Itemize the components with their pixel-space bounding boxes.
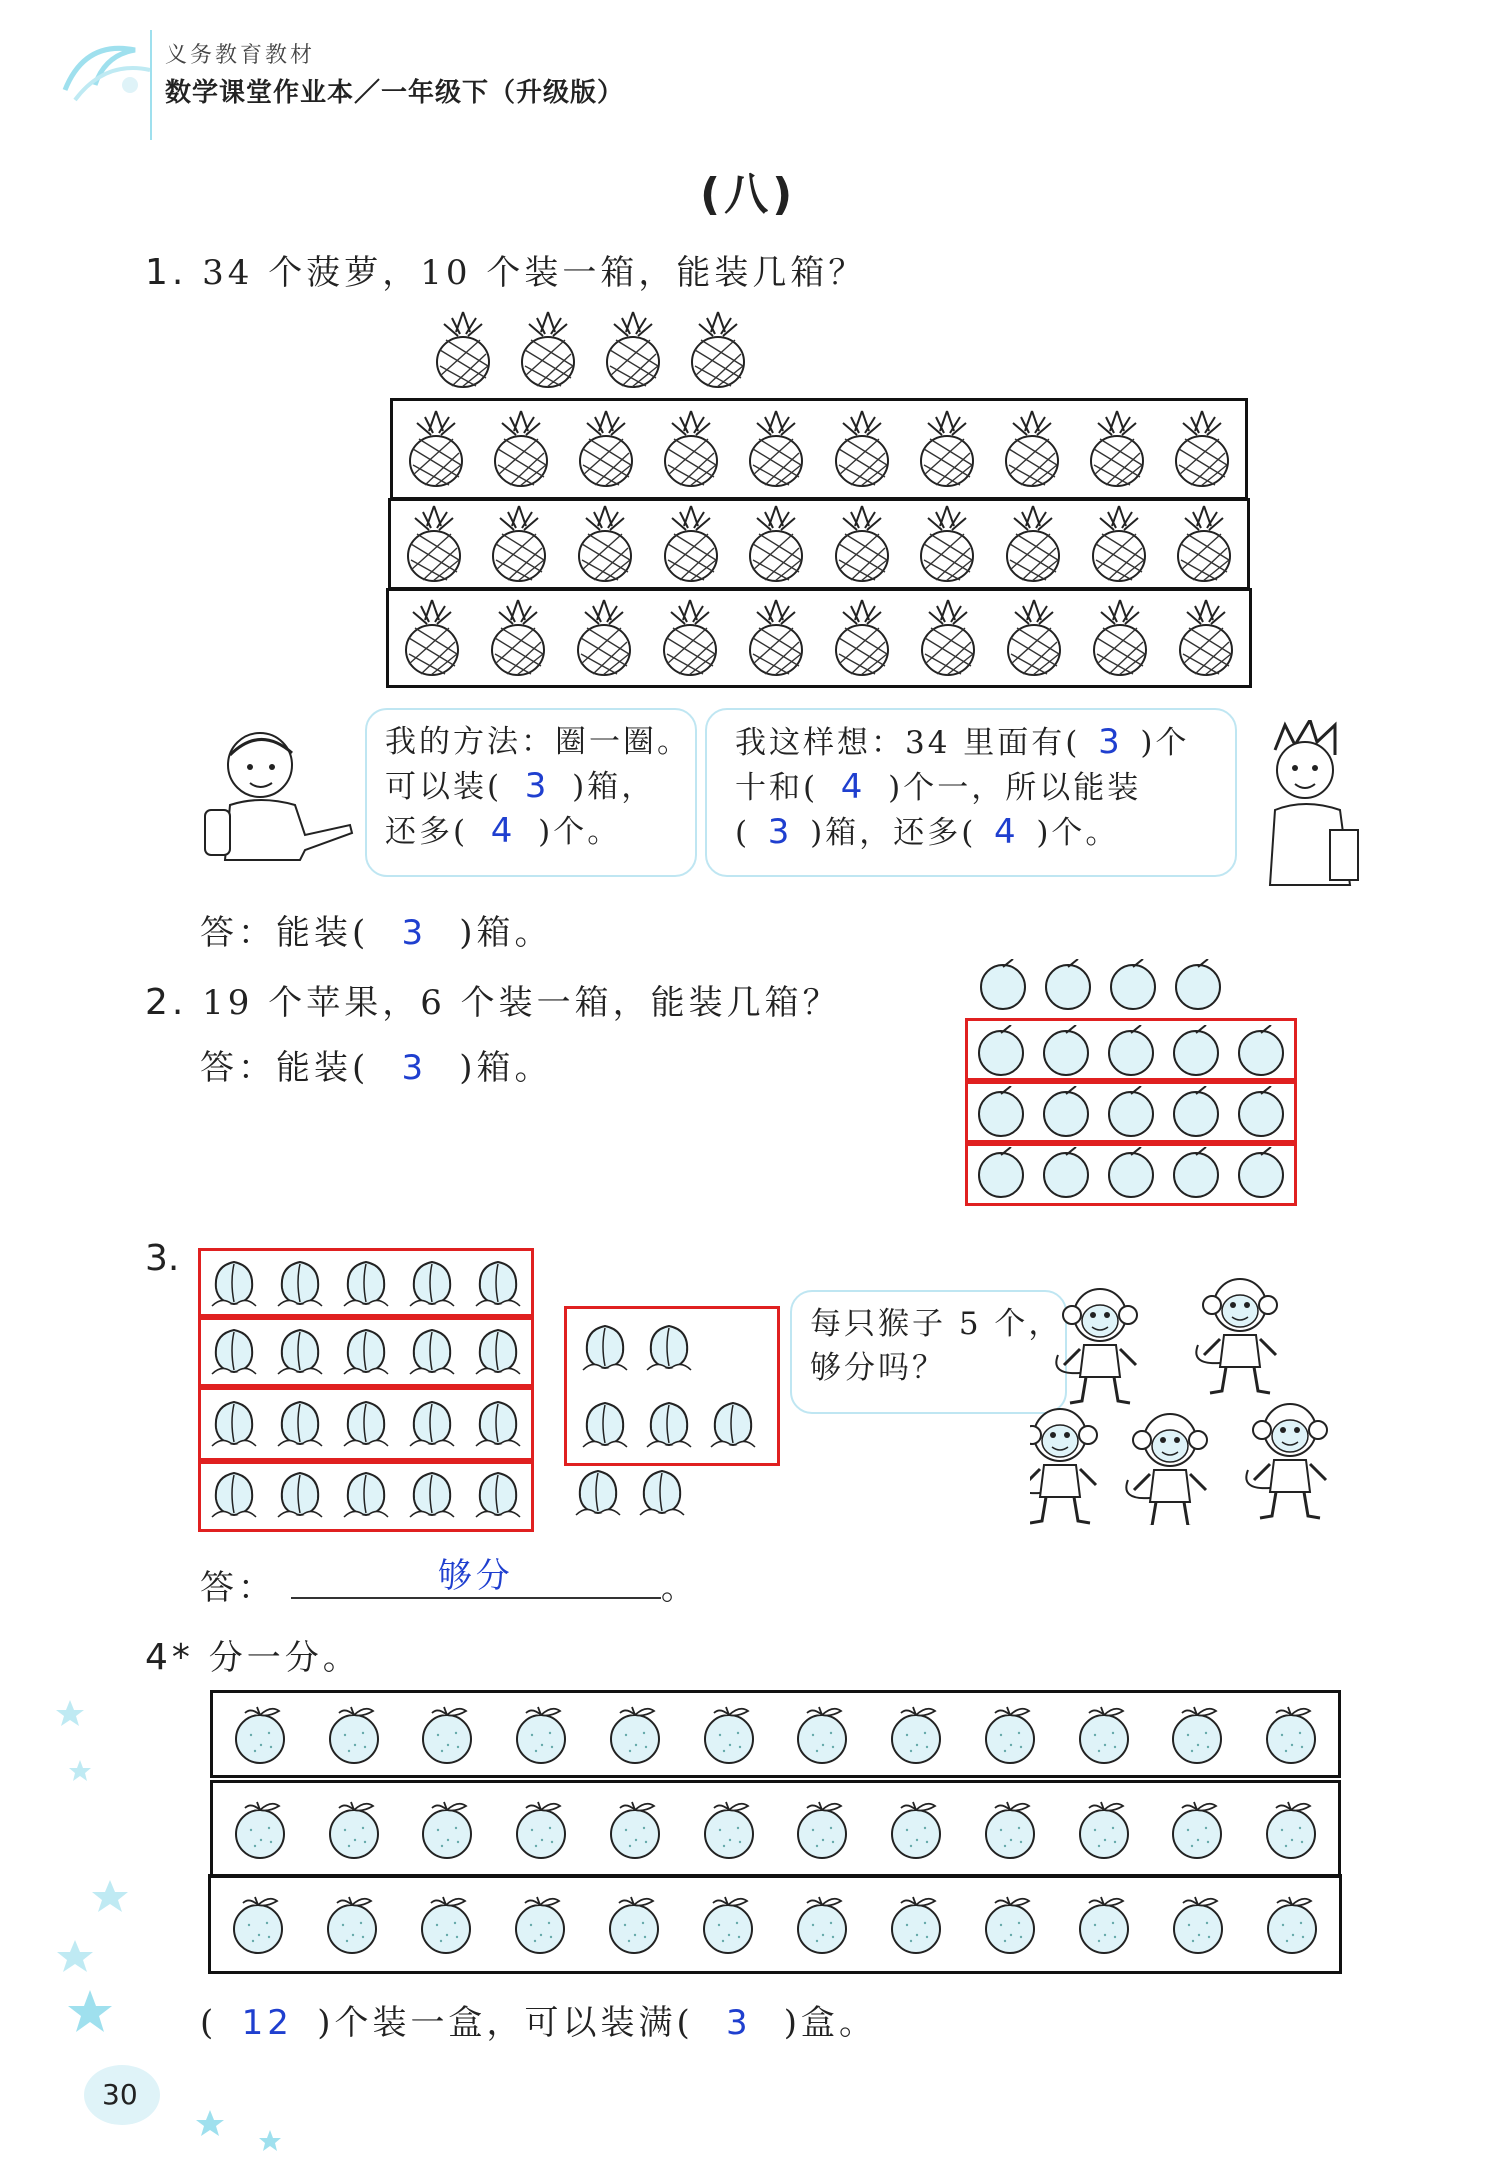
peach-icon [208, 1324, 260, 1380]
orange-icon [323, 1893, 381, 1955]
q2-number: 2. [145, 982, 188, 1023]
orange-icon [700, 1703, 758, 1765]
apple-icon [975, 1147, 1027, 1199]
orange-icon [981, 1798, 1039, 1860]
bubble-right-line2: 十和( 4 )个一，所以能装 [735, 767, 1142, 807]
pineapple-icon [403, 504, 465, 584]
q4-box-1 [210, 1690, 1341, 1778]
answer-remainder-2: 4 [993, 812, 1019, 852]
apple-icon [975, 1025, 1027, 1077]
pineapple-icon [831, 504, 893, 584]
peach-icon [406, 1396, 458, 1452]
peach-icon [208, 1396, 260, 1452]
orange-icon [325, 1703, 383, 1765]
pineapple-icon [659, 598, 721, 678]
apple-icon [1040, 1025, 1092, 1077]
pineapple-icon [1086, 409, 1148, 489]
orange-icon [793, 1703, 851, 1765]
peach-icon [579, 1397, 631, 1453]
pineapple-icon [917, 598, 979, 678]
orange-icon [1168, 1798, 1226, 1860]
orange-icon [700, 1798, 758, 1860]
q2-box-1 [965, 1018, 1297, 1084]
peach-icon [472, 1256, 524, 1312]
peach-icon [472, 1467, 524, 1523]
q1-answer: 答：能装( 3 )箱。 [200, 913, 553, 953]
q4-number: 4* [145, 1637, 194, 1678]
orange-icon [1262, 1703, 1320, 1765]
answer-ones: 4 [840, 767, 866, 807]
orange-icon [605, 1893, 663, 1955]
pineapple-icon [745, 409, 807, 489]
orange-icon [1075, 1893, 1133, 1955]
orange-icon [512, 1703, 570, 1765]
q1-bubble-left [365, 708, 697, 877]
header-book-title: 数学课堂作业本／一年级下（升级版） [165, 78, 625, 108]
q1-number: 1. [145, 252, 188, 293]
q1-box-1 [390, 398, 1248, 500]
orange-icon [606, 1703, 664, 1765]
pineapple-icon [745, 504, 807, 584]
orange-icon [887, 1703, 945, 1765]
q2-box-2 [965, 1078, 1297, 1146]
orange-icon [1168, 1703, 1226, 1765]
peach-icon [274, 1396, 326, 1452]
apple-icon [1170, 1086, 1222, 1138]
q4-question [145, 1630, 361, 1679]
peach-icon [572, 1465, 624, 1521]
pineapple-icon [1003, 598, 1065, 678]
peach-icon [406, 1256, 458, 1312]
orange-icon [981, 1893, 1039, 1955]
q2-loose-apples [970, 955, 1230, 1015]
q3-answer-value: 够分 [437, 1556, 514, 1596]
orange-icon [512, 1798, 570, 1860]
pineapple-icon [401, 598, 463, 678]
answer-boxes-2: 3 [767, 812, 793, 852]
q4-text: 分一分。 [208, 1638, 361, 1678]
pineapple-icon [574, 504, 636, 584]
peach-icon [340, 1396, 392, 1452]
apple-icon [1105, 1147, 1157, 1199]
q1-question [145, 245, 866, 294]
apple-icon [1040, 1147, 1092, 1199]
orange-icon [418, 1703, 476, 1765]
header-divider [150, 30, 152, 140]
monkey-icon [1056, 1289, 1137, 1403]
apple-icon [1105, 1086, 1157, 1138]
q1-bubble-right [705, 708, 1237, 877]
pineapple-icon [1002, 504, 1064, 584]
pineapple-icon [916, 409, 978, 489]
q1-answer-value: 3 [401, 913, 428, 953]
peach-icon [472, 1396, 524, 1452]
orange-icon [418, 1798, 476, 1860]
peach-icon [472, 1324, 524, 1380]
pineapple-icon [660, 504, 722, 584]
monkey-icon [1030, 1409, 1097, 1523]
orange-icon [511, 1893, 569, 1955]
peach-icon [340, 1467, 392, 1523]
boy-right-illustration [1255, 720, 1365, 890]
orange-icon [981, 1703, 1039, 1765]
q3-answer-line [291, 1548, 661, 1599]
q4-answer-boxes: 3 [725, 2003, 752, 2043]
peach-icon [643, 1397, 695, 1453]
peach-icon [208, 1467, 260, 1523]
apple-icon [1235, 1025, 1287, 1077]
q1-box-2 [388, 498, 1250, 590]
peach-icon [274, 1324, 326, 1380]
pineapple-icon [488, 504, 550, 584]
q3-bubble-line2: 够分吗？ [810, 1350, 946, 1386]
orange-icon [606, 1798, 664, 1860]
q1-loose-pineapples [420, 305, 760, 395]
pineapple-icon [916, 504, 978, 584]
peach-icon [579, 1320, 631, 1376]
header-series: 义务教育教材 [165, 43, 316, 68]
answer-boxes: 3 [524, 766, 550, 806]
pineapple-icon [517, 310, 579, 390]
orange-icon [1075, 1703, 1133, 1765]
orange-icon [699, 1893, 757, 1955]
apple-icon [1040, 1086, 1092, 1138]
q4-answer: ( 12 )个装一盒，可以装满( 3 )盒。 [200, 2003, 878, 2043]
apple-icon [1170, 1147, 1222, 1199]
apple-icon [977, 959, 1029, 1011]
pineapple-icon [575, 409, 637, 489]
apple-icon [1235, 1147, 1287, 1199]
monkey-icon [1126, 1414, 1207, 1525]
pineapple-icon [745, 598, 807, 678]
orange-icon [1262, 1798, 1320, 1860]
peach-icon [208, 1256, 260, 1312]
q3-box-2 [198, 1314, 534, 1390]
orange-icon [887, 1798, 945, 1860]
bubble-left-line3: 还多( 4 )个。 [385, 811, 622, 851]
pineapple-icon [573, 598, 635, 678]
apple-icon [1172, 959, 1224, 1011]
q4-box-3 [208, 1874, 1342, 1974]
orange-icon [1075, 1798, 1133, 1860]
pineapple-icon [487, 598, 549, 678]
q4-box-2 [210, 1780, 1341, 1878]
q3-answer: 答： 够分 。 [200, 1560, 699, 1611]
logo-swirl-icon [55, 30, 155, 110]
orange-icon [1263, 1893, 1321, 1955]
peach-icon [643, 1320, 695, 1376]
bubble-left-line2: 可以装( 3 )箱， [385, 766, 656, 806]
peach-icon [636, 1465, 688, 1521]
monkey-icon [1246, 1404, 1327, 1518]
bubble-right-line3: ( 3 )箱，还多( 4 )个。 [735, 812, 1120, 852]
peach-icon [406, 1467, 458, 1523]
apple-icon [975, 1086, 1027, 1138]
peach-icon [274, 1467, 326, 1523]
apple-icon [1107, 959, 1159, 1011]
peach-icon [406, 1324, 458, 1380]
q3-number: 3. [145, 1238, 180, 1279]
pineapple-icon [1173, 504, 1235, 584]
peach-icon [340, 1256, 392, 1312]
q3-bubble [790, 1290, 1067, 1414]
q3-box-4 [198, 1458, 534, 1532]
pineapple-icon [1001, 409, 1063, 489]
bubble-right-line1: 我这样想：34 里面有( 3 )个 [735, 722, 1190, 762]
q3-box-1 [198, 1248, 534, 1320]
peach-icon [340, 1324, 392, 1380]
q1-box-3 [386, 588, 1252, 688]
pineapple-icon [660, 409, 722, 489]
pineapple-icon [1175, 598, 1237, 678]
section-title: (八) [700, 169, 797, 220]
q3-box-3 [198, 1384, 534, 1464]
q3-monkeys [1030, 1265, 1370, 1525]
orange-icon [325, 1798, 383, 1860]
monkey-icon [1196, 1279, 1277, 1393]
q3-bubble-line1: 每只猴子 5 个， [810, 1306, 1063, 1342]
q2-text: 19 个苹果，6 个装一箱，能装几箱？ [202, 983, 841, 1023]
pineapple-icon [831, 409, 893, 489]
answer-tens: 3 [1098, 722, 1123, 762]
q2-answer-value: 3 [401, 1048, 428, 1088]
orange-icon [793, 1893, 851, 1955]
peach-icon [707, 1397, 759, 1453]
q2-question [145, 975, 841, 1024]
pineapple-icon [405, 409, 467, 489]
orange-icon [1169, 1893, 1227, 1955]
pineapple-icon [687, 310, 749, 390]
bubble-left-line1: 我的方法：圈一圈。 [385, 724, 691, 760]
pineapple-icon [1089, 598, 1151, 678]
apple-icon [1042, 959, 1094, 1011]
q4-answer-per-box: 12 [241, 2003, 293, 2043]
q2-answer: 答：能装( 3 )箱。 [200, 1048, 553, 1088]
orange-icon [887, 1893, 945, 1955]
header-logo [55, 30, 155, 110]
answer-remainder: 4 [490, 811, 516, 851]
q3-loose-peaches [572, 1460, 712, 1526]
peach-icon [274, 1256, 326, 1312]
decor-stars [40, 1680, 300, 2160]
apple-icon [1170, 1025, 1222, 1077]
pineapple-icon [432, 310, 494, 390]
orange-icon [417, 1893, 475, 1955]
pineapple-icon [831, 598, 893, 678]
apple-icon [1235, 1086, 1287, 1138]
orange-icon [793, 1798, 851, 1860]
q2-box-3 [965, 1140, 1297, 1206]
pineapple-icon [490, 409, 552, 489]
q3-box-5 [564, 1306, 780, 1466]
pineapple-icon [1088, 504, 1150, 584]
pineapple-icon [1171, 409, 1233, 489]
page-number: 30 [102, 2078, 138, 2111]
pineapple-icon [602, 310, 664, 390]
apple-icon [1105, 1025, 1157, 1077]
q1-text: 34 个菠萝，10 个装一箱，能装几箱？ [202, 253, 867, 293]
boy-illustration [200, 725, 360, 865]
